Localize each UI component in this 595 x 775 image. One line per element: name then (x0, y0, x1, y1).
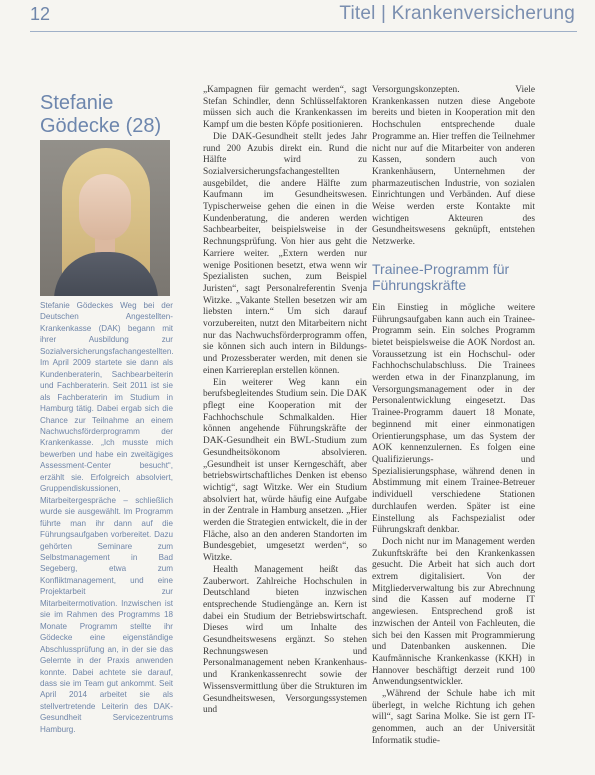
page-header-title: Titel | Krankenversicherung (339, 3, 575, 24)
article-paragraph: „Kampagnen für gemacht werden“, sagt Stefan Schindler, denn Schlüsselfaktoren müssen sich auch die Krankenkassen im Kampf um die besten Köpfe positionieren. (203, 85, 367, 131)
article-paragraph: Health Management heißt das Zauberwort. Zahlreiche Hochschulen in Deutschland bieten inzwischen entsprechende Studiengänge an. Kern ist dabei ein Studium der Betriebswirtschaft. Dieses wird um Inhalte des Gesundheitswesens ergänzt. So stehen Rechnungswesen und Personalmanagement neben Krankenhaus- und Krankenkassenrecht sowie der Wissensvermittlung über die Strukturen im Gesundheitswesen, Versorgungssystemen und (203, 564, 367, 716)
article-column-right (372, 85, 535, 748)
section-heading: Trainee-Programm für Führungskräfte (372, 260, 510, 293)
portrait-photo (40, 140, 170, 296)
profile-name: Stefanie Gödecke (28) (40, 92, 162, 137)
article-paragraph: Ein weiterer Weg kann ein berufsbegleitendes Studium sein. Die DAK pflegt eine Kooperation mit der Fachhochschule Schmalkalden. Hier können angehende Führungskräfte der DAK-Gesundheit ein BWL-Studium zum Gesundheitsökonom absolvieren. „Gesundheit ist unser Kerngeschäft, aber betriebswirtschaftliches Denken ist ebenso wichtig“, sagt Witzke. Wer ein Studium absolviert hat, würde häufig eine Aufgabe in der Zentrale in Hamburg ansetzen. „Hier werden die Strategien entwickelt, die in der Fläche, also an den anderen Standorten im Bundesgebiet, umgesetzt werden“, so Witzke. (203, 377, 367, 564)
article-column-middle (203, 85, 367, 717)
article-paragraph: Ein Einstieg in mögliche weitere Führungsaufgaben kann auch ein Trainee-Programm sein. Ein solches Programm bietet beispielsweise die AOK Nordost an. Voraussetzung ist ein Hochschul- oder Fachhochschulabschluss. Die Trainees werden etwa in der Finanzplanung, im Versorgungsmanagement oder in der Personalentwicklung eingesetzt. Das Trainee-Programm dauert 18 Monate, beginnend mit einer einmonatigen Orientierungsphase, um das System der AOK kennenzulernen. Es folgen eine Qualifizierungs- und Spezialisierungsphase, während denen in Abstimmung mit einem Trainee-Betreuer individuell verschiedene Stationen durchlaufen werden. Später ist eine Einstellung als Fachspezialist oder Führungskraft denkbar. (372, 302, 535, 536)
article-paragraph: Versorgungskonzepten. Viele Krankenkassen nutzen diese Angebote bereits und bieten in Kooperation mit den Hochschulen entsprechende duale Programme an. Hier treffen die Teilnehmer nicht nur auf die Mitarbeiter von anderen Kassen, sondern auch von Krankenhäusern, Unternehmen der pharmazeutischen Industrie, von sozialen Einrichtungen und Verbänden. Auf diese Weise werden erste Kontakte mit wichtigen Akteuren des Gesundheitswesens geknüpft, entstehen Netzwerke. (372, 85, 535, 248)
article-paragraph: Doch nicht nur im Management werden Zukunftskräfte bei den Krankenkassen gesucht. Die Arbeit hat sich auch dort extrem digitalisiert. Von der Mitgliederverwaltung bis zur Abrechnung sind die Kassen auf moderne IT angewiesen. Entsprechend groß ist inzwischen der Anteil von Fachleuten, die sich bei den Kassen mit Programmierung und Datenbanken auskennen. Die Kaufmännische Krankenkasse (KKH) in Hannover beschäftigt derzeit rund 100 Anwendungsentwickler. (372, 536, 535, 688)
portrait-face (79, 174, 131, 240)
page-number: 12 (30, 4, 51, 24)
header-rule (30, 31, 577, 32)
article-paragraph: Die DAK-Gesundheit stellt jedes Jahr rund 200 Azubis direkt ein. Rund die Hälfte wird zu Sozialversicherungsfachangestellten ausgebildet, die andere Hälfte zum Kaufmann im Gesundheitswesen. Typischerweise gehen die einen in die Kundenberatung, die anderen werden Sachbearbeiter, beispielsweise in der Rechnungsprüfung. Von hier aus geht die Karriere weiter. „Extern werden nur wenige Positionen besetzt, etwa wenn wir Spezialisten suchen, zum Beispiel Juristen“, sagt Personalreferentin Svenja Witzke. „Vakante Stellen besetzen wir am liebsten intern.“ Um sich darauf vorzubereiten, nutzt den Mitarbeitern nicht nur das Nachwuchsförderprogramm offen, sie können sich auch intern in Bildungs- und Prozessberater werden, mit denen sie einen Karriereplan erstellen können. (203, 131, 367, 376)
article-paragraph: „Während der Schule habe ich mit überlegt, in welche Richtung ich gehen will“, sagt Sarina Molke. Sie ist gern IT-genommen, auch an der Universität Informatik studie- (372, 689, 535, 746)
profile-caption: Stefanie Gödeckes Weg bei der Deutschen Angestellten-Krankenkasse (DAK) begann mit ihrer Ausbildung zur Sozialversicherungsfachangestellten. Im April 2009 startete sie dann als Kundenberaterin, Sachbearbeiterin und Fachberaterin. Seit 2011 ist sie als Fachberaterin im Studium in Hamburg tätig. Dabei ergab sich die Chance zur Teilnahme an einem Nachwuchsförderprogramm der Krankenkasse. „Ich musste mich bewerben und habe ein zweitägiges Assessment-Center besucht“, erzählt sie. Erfolgreich absolviert, Gruppendiskussionen, Mitarbeitergespräche – schließlich wurde sie ausgewählt. Im Programm führte man ihr dann auf die Führungsaufgaben vorbereitet. Dazu gehörten Seminare zum Selbstmanagement in Bad Segeberg, etwa zum Konfliktmanagement, und eine Projektarbeit zur Mitarbeitermotivation. Inzwischen ist sie im Rahmen des Programms 18 Monate Programm stellte ihr Gödecke eine eigenständige Abschlussprüfung an, in der sie das Gelernte in der Praxis anwenden konnte. Dabei achtete sie darauf, dass sie im Team gut ankommt. Seit April 2014 arbeitet sie als stellvertretende Leiterin des DAK-Gesundheit Servicezentrums Hamburg. (40, 301, 174, 734)
